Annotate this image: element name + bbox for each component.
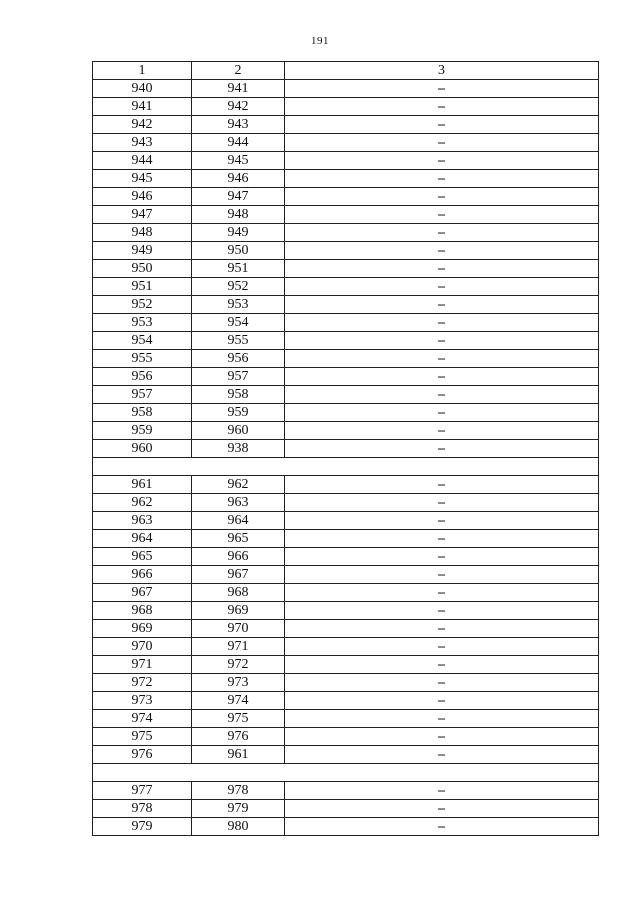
cell-col-1: 965 (93, 548, 192, 566)
cell-col-3: – (285, 134, 599, 152)
table-row (93, 116, 599, 134)
separator-row (93, 458, 599, 476)
table-row (93, 152, 599, 170)
cell-col-2: 954 (192, 314, 285, 332)
cell-col-3: – (285, 314, 599, 332)
separator-cell (93, 458, 599, 476)
cell-col-2: 942 (192, 98, 285, 116)
table-row (93, 800, 599, 818)
cell-col-2: 970 (192, 620, 285, 638)
cell-col-2: 945 (192, 152, 285, 170)
cell-col-2: 958 (192, 386, 285, 404)
cell-col-1: 967 (93, 584, 192, 602)
cell-col-3: – (285, 98, 599, 116)
table-row (93, 746, 599, 764)
cell-col-3: – (285, 494, 599, 512)
cell-col-1: 944 (93, 152, 192, 170)
separator-cell (93, 764, 599, 782)
cell-col-3: – (285, 602, 599, 620)
cell-col-1: 960 (93, 440, 192, 458)
cell-col-3: – (285, 152, 599, 170)
cell-col-3: – (285, 548, 599, 566)
table-row (93, 260, 599, 278)
table-row (93, 224, 599, 242)
cell-col-1: 943 (93, 134, 192, 152)
table-row (93, 494, 599, 512)
cell-col-3: – (285, 350, 599, 368)
table-row (93, 674, 599, 692)
header-col-2: 2 (192, 62, 285, 80)
cell-col-2: 964 (192, 512, 285, 530)
cell-col-1: 971 (93, 656, 192, 674)
cell-col-1: 970 (93, 638, 192, 656)
cell-col-3: – (285, 224, 599, 242)
cell-col-3: – (285, 260, 599, 278)
cell-col-2: 969 (192, 602, 285, 620)
cell-col-2: 959 (192, 404, 285, 422)
cell-col-3: – (285, 512, 599, 530)
cell-col-1: 940 (93, 80, 192, 98)
cell-col-1: 962 (93, 494, 192, 512)
cell-col-2: 957 (192, 368, 285, 386)
cell-col-3: – (285, 818, 599, 836)
cell-col-2: 952 (192, 278, 285, 296)
cell-col-3: – (285, 116, 599, 134)
cell-col-2: 956 (192, 350, 285, 368)
cell-col-2: 951 (192, 260, 285, 278)
table-row (93, 692, 599, 710)
cell-col-3: – (285, 530, 599, 548)
table-row (93, 404, 599, 422)
cell-col-1: 959 (93, 422, 192, 440)
table-row (93, 566, 599, 584)
table-row (93, 728, 599, 746)
cell-col-1: 942 (93, 116, 192, 134)
table-header-row (93, 62, 599, 80)
cell-col-2: 961 (192, 746, 285, 764)
cell-col-2: 973 (192, 674, 285, 692)
cell-col-1: 968 (93, 602, 192, 620)
cell-col-2: 966 (192, 548, 285, 566)
cell-col-2: 962 (192, 476, 285, 494)
cell-col-1: 946 (93, 188, 192, 206)
cell-col-1: 964 (93, 530, 192, 548)
cell-col-2: 968 (192, 584, 285, 602)
table-row (93, 440, 599, 458)
cell-col-3: – (285, 332, 599, 350)
cell-col-1: 957 (93, 386, 192, 404)
page-number: 191 (311, 35, 329, 47)
cell-col-1: 941 (93, 98, 192, 116)
cell-col-2: 950 (192, 242, 285, 260)
cell-col-3: – (285, 746, 599, 764)
cell-col-2: 971 (192, 638, 285, 656)
cell-col-1: 972 (93, 674, 192, 692)
cell-col-3: – (285, 386, 599, 404)
cell-col-2: 955 (192, 332, 285, 350)
cell-col-1: 963 (93, 512, 192, 530)
table-row (93, 134, 599, 152)
cell-col-3: – (285, 188, 599, 206)
cell-col-3: – (285, 692, 599, 710)
cell-col-2: 944 (192, 134, 285, 152)
table-row (93, 206, 599, 224)
cell-col-3: – (285, 206, 599, 224)
cell-col-2: 947 (192, 188, 285, 206)
cell-col-1: 955 (93, 350, 192, 368)
cell-col-3: – (285, 800, 599, 818)
table-row (93, 350, 599, 368)
cell-col-1: 958 (93, 404, 192, 422)
cell-col-3: – (285, 242, 599, 260)
cell-col-3: – (285, 368, 599, 386)
cell-col-3: – (285, 278, 599, 296)
table-row (93, 98, 599, 116)
header-col-1: 1 (93, 62, 192, 80)
cell-col-3: – (285, 728, 599, 746)
cell-col-2: 967 (192, 566, 285, 584)
cell-col-2: 975 (192, 710, 285, 728)
cell-col-1: 969 (93, 620, 192, 638)
cell-col-1: 976 (93, 746, 192, 764)
cell-col-2: 960 (192, 422, 285, 440)
cell-col-3: – (285, 404, 599, 422)
cell-col-1: 954 (93, 332, 192, 350)
table-row (93, 818, 599, 836)
cell-col-3: – (285, 422, 599, 440)
table-row (93, 782, 599, 800)
cell-col-3: – (285, 296, 599, 314)
cell-col-3: – (285, 674, 599, 692)
cell-col-3: – (285, 638, 599, 656)
cell-col-3: – (285, 80, 599, 98)
table-row (93, 332, 599, 350)
table-body (93, 80, 599, 836)
table-row (93, 422, 599, 440)
table-row (93, 314, 599, 332)
table-row (93, 584, 599, 602)
table-row (93, 296, 599, 314)
table-row (93, 170, 599, 188)
cell-col-1: 947 (93, 206, 192, 224)
table-row (93, 620, 599, 638)
table-row (93, 602, 599, 620)
data-table (92, 61, 599, 836)
cell-col-1: 948 (93, 224, 192, 242)
cell-col-3: – (285, 782, 599, 800)
cell-col-1: 952 (93, 296, 192, 314)
table-row (93, 242, 599, 260)
table-row (93, 710, 599, 728)
cell-col-3: – (285, 566, 599, 584)
cell-col-3: – (285, 440, 599, 458)
table-row (93, 512, 599, 530)
cell-col-1: 973 (93, 692, 192, 710)
cell-col-2: 953 (192, 296, 285, 314)
table-row (93, 386, 599, 404)
cell-col-2: 972 (192, 656, 285, 674)
table-row (93, 278, 599, 296)
cell-col-2: 941 (192, 80, 285, 98)
cell-col-1: 961 (93, 476, 192, 494)
cell-col-1: 977 (93, 782, 192, 800)
cell-col-3: – (285, 170, 599, 188)
cell-col-3: – (285, 656, 599, 674)
cell-col-2: 979 (192, 800, 285, 818)
cell-col-2: 948 (192, 206, 285, 224)
table-row (93, 476, 599, 494)
cell-col-3: – (285, 620, 599, 638)
cell-col-2: 974 (192, 692, 285, 710)
table-row (93, 188, 599, 206)
cell-col-2: 980 (192, 818, 285, 836)
cell-col-1: 949 (93, 242, 192, 260)
cell-col-2: 943 (192, 116, 285, 134)
cell-col-3: – (285, 584, 599, 602)
cell-col-1: 951 (93, 278, 192, 296)
cell-col-1: 953 (93, 314, 192, 332)
separator-row (93, 764, 599, 782)
table-row (93, 80, 599, 98)
cell-col-1: 978 (93, 800, 192, 818)
cell-col-1: 979 (93, 818, 192, 836)
table-row (93, 530, 599, 548)
table-row (93, 548, 599, 566)
cell-col-1: 975 (93, 728, 192, 746)
table-row (93, 368, 599, 386)
cell-col-3: – (285, 476, 599, 494)
cell-col-2: 949 (192, 224, 285, 242)
cell-col-2: 978 (192, 782, 285, 800)
cell-col-1: 966 (93, 566, 192, 584)
cell-col-2: 938 (192, 440, 285, 458)
table-row (93, 638, 599, 656)
cell-col-2: 963 (192, 494, 285, 512)
cell-col-1: 945 (93, 170, 192, 188)
cell-col-2: 965 (192, 530, 285, 548)
header-col-3: 3 (285, 62, 599, 80)
cell-col-3: – (285, 710, 599, 728)
cell-col-1: 956 (93, 368, 192, 386)
cell-col-2: 946 (192, 170, 285, 188)
table-row (93, 656, 599, 674)
cell-col-1: 974 (93, 710, 192, 728)
cell-col-2: 976 (192, 728, 285, 746)
cell-col-1: 950 (93, 260, 192, 278)
